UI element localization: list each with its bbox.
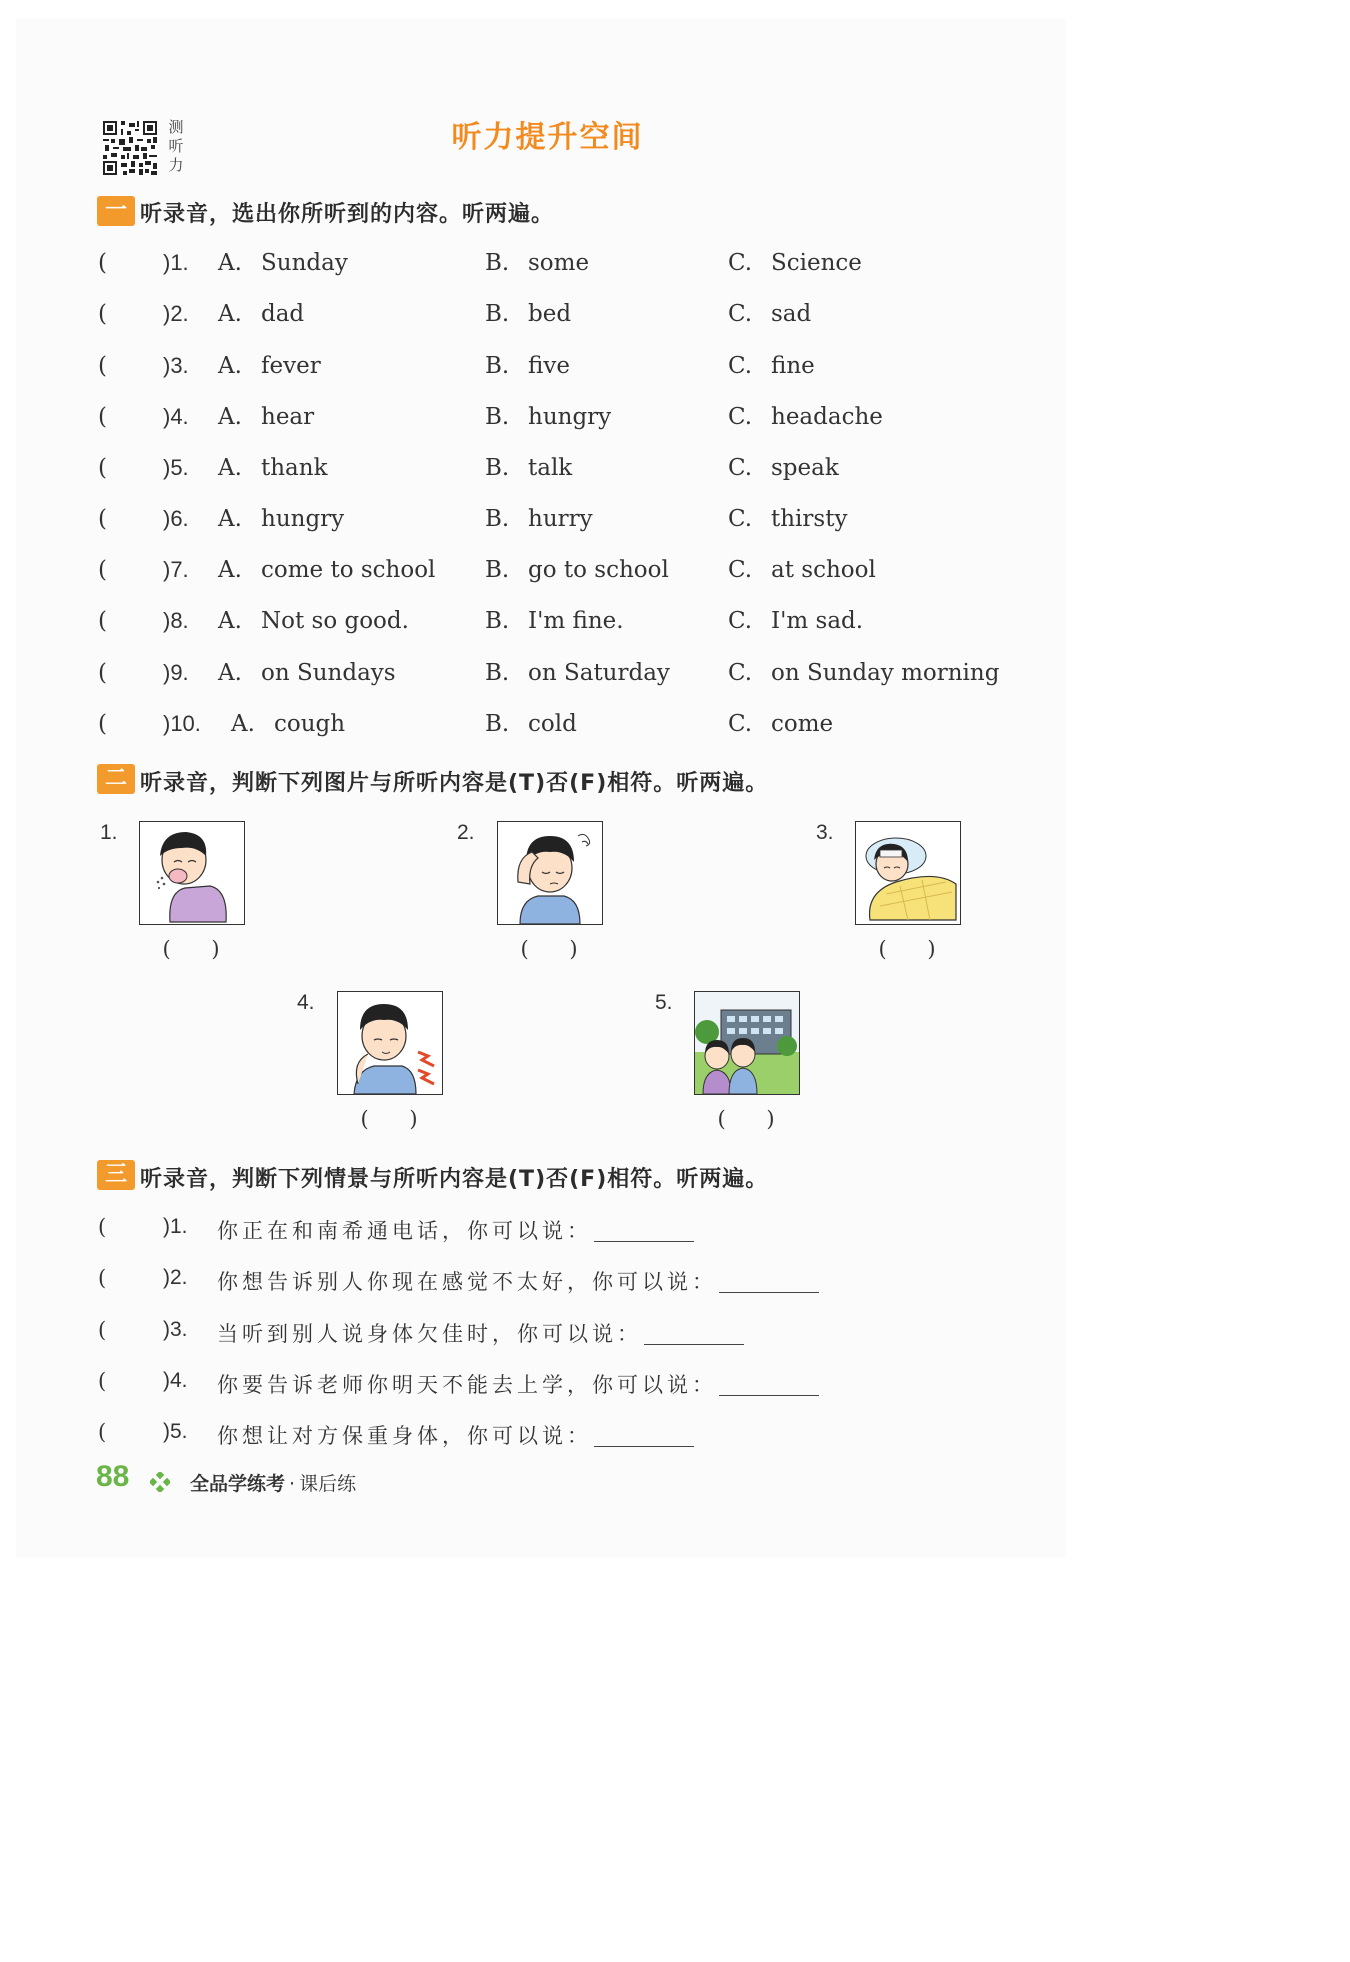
section-1-number: 一 bbox=[97, 196, 135, 226]
option-b-label: B. bbox=[485, 557, 510, 583]
option-c-label: C. bbox=[728, 557, 753, 583]
question-number: )8. bbox=[163, 608, 189, 633]
option-a: Sunday bbox=[261, 250, 348, 276]
book-brand bbox=[190, 1469, 356, 1496]
option-c-label: C. bbox=[728, 506, 753, 532]
situation-text: 你要告诉老师你明天不能去上学，你可以说： bbox=[217, 1373, 717, 1397]
option-c: come bbox=[771, 711, 834, 737]
fill-in-line[interactable] bbox=[644, 1322, 744, 1345]
answer-blank[interactable]: ( bbox=[98, 1318, 107, 1342]
situation-row bbox=[0, 1369, 1080, 1405]
picture-1-number: 1. bbox=[100, 821, 118, 844]
option-b: bed bbox=[528, 301, 572, 327]
option-a: Not so good. bbox=[261, 608, 409, 634]
option-b: hungry bbox=[528, 404, 612, 430]
option-c: thirsty bbox=[771, 506, 848, 532]
situation-text: 你想告诉别人你现在感觉不太好，你可以说： bbox=[217, 1270, 717, 1294]
option-a: on Sundays bbox=[261, 660, 396, 686]
question-number: )1. bbox=[163, 1215, 188, 1238]
question-number: )3. bbox=[163, 1318, 188, 1341]
question-number: )1. bbox=[163, 250, 189, 275]
answer-blank[interactable]: ( bbox=[98, 353, 107, 379]
situation-text-wrap bbox=[217, 1215, 694, 1245]
question-row bbox=[0, 301, 1080, 337]
option-a: hungry bbox=[261, 506, 345, 532]
question-row bbox=[0, 455, 1080, 491]
option-c-label: C. bbox=[728, 404, 753, 430]
answer-blank[interactable]: ( bbox=[98, 455, 107, 481]
option-a: dad bbox=[261, 301, 305, 327]
picture-4-answer[interactable]: ( ) bbox=[360, 1107, 418, 1131]
question-number: )2. bbox=[163, 1266, 188, 1289]
option-a-label: A. bbox=[218, 660, 242, 686]
option-b: go to school bbox=[528, 557, 669, 583]
option-c-label: C. bbox=[728, 711, 753, 737]
answer-blank[interactable]: ( bbox=[98, 608, 107, 634]
clover-icon bbox=[150, 1472, 170, 1492]
question-number: )6. bbox=[163, 506, 189, 531]
answer-blank[interactable]: ( bbox=[98, 1420, 107, 1444]
option-c-label: C. bbox=[728, 301, 753, 327]
answer-blank[interactable]: ( bbox=[98, 1266, 107, 1290]
question-number: )5. bbox=[163, 1420, 188, 1443]
section-2-instruction: 听录音，判断下列图片与所听内容是(T)否(F)相符。听两遍。 bbox=[140, 771, 769, 796]
situation-text: 当听到别人说身体欠佳时，你可以说： bbox=[217, 1322, 642, 1346]
option-a-label: A. bbox=[218, 301, 242, 327]
question-number: )3. bbox=[163, 353, 189, 378]
option-a-label: A. bbox=[218, 506, 242, 532]
situation-text-wrap bbox=[217, 1369, 819, 1399]
option-a-label: A. bbox=[231, 711, 255, 737]
option-b-label: B. bbox=[485, 353, 510, 379]
question-number: )5. bbox=[163, 455, 189, 480]
section-3-number: 三 bbox=[97, 1160, 135, 1190]
picture-3-number: 3. bbox=[816, 821, 834, 844]
option-a: thank bbox=[261, 455, 328, 481]
option-c-label: C. bbox=[728, 608, 753, 634]
question-row bbox=[0, 250, 1080, 286]
question-number: )7. bbox=[163, 557, 189, 582]
question-row bbox=[0, 353, 1080, 389]
book-subtitle: 课后练 bbox=[299, 1473, 357, 1495]
question-number: )2. bbox=[163, 301, 189, 326]
option-c: at school bbox=[771, 557, 876, 583]
option-b: I'm fine. bbox=[528, 608, 624, 634]
option-a-label: A. bbox=[218, 455, 242, 481]
option-b-label: B. bbox=[485, 506, 510, 532]
option-b: cold bbox=[528, 711, 577, 737]
answer-blank[interactable]: ( bbox=[98, 1369, 107, 1393]
option-b-label: B. bbox=[485, 455, 510, 481]
situation-row bbox=[0, 1318, 1080, 1354]
answer-blank[interactable]: ( bbox=[98, 1215, 107, 1239]
section-1-instruction: 听录音，选出你所听到的内容。听两遍。 bbox=[140, 202, 555, 227]
option-b: hurry bbox=[528, 506, 593, 532]
question-number: )9. bbox=[163, 660, 189, 685]
situation-text-wrap bbox=[217, 1318, 744, 1348]
option-b-label: B. bbox=[485, 660, 510, 686]
picture-3-sick-in-bed bbox=[855, 821, 961, 925]
option-c-label: C. bbox=[728, 250, 753, 276]
question-number: )10. bbox=[163, 711, 201, 736]
question-row bbox=[0, 506, 1080, 542]
option-a-label: A. bbox=[218, 557, 242, 583]
brand-separator: · bbox=[289, 1473, 296, 1495]
option-c: Science bbox=[771, 250, 862, 276]
option-a: fever bbox=[261, 353, 321, 379]
page-title bbox=[0, 112, 1080, 156]
option-b-label: B. bbox=[485, 404, 510, 430]
picture-5-answer[interactable]: ( ) bbox=[717, 1107, 775, 1131]
option-c-label: C. bbox=[728, 660, 753, 686]
option-a-label: A. bbox=[218, 404, 242, 430]
picture-2-number: 2. bbox=[457, 821, 475, 844]
option-c: fine bbox=[771, 353, 815, 379]
option-a: hear bbox=[261, 404, 315, 430]
situation-row bbox=[0, 1215, 1080, 1251]
answer-blank[interactable]: ( bbox=[98, 250, 107, 276]
option-a: come to school bbox=[261, 557, 436, 583]
option-b-label: B. bbox=[485, 301, 510, 327]
book-title: 全品学练考 bbox=[190, 1473, 286, 1495]
situation-text: 你正在和南希通电话，你可以说： bbox=[217, 1219, 592, 1243]
option-a-label: A. bbox=[218, 608, 242, 634]
question-number: )4. bbox=[163, 404, 189, 429]
question-row bbox=[0, 660, 1080, 696]
option-b-label: B. bbox=[485, 711, 510, 737]
section-3-instruction: 听录音，判断下列情景与所听内容是(T)否(F)相符。听两遍。 bbox=[140, 1167, 769, 1192]
fill-in-line[interactable] bbox=[594, 1219, 694, 1242]
picture-3-answer[interactable]: ( ) bbox=[878, 937, 936, 961]
picture-1-coughing-boy bbox=[139, 821, 245, 925]
option-c-label: C. bbox=[728, 353, 753, 379]
page-number: 88 bbox=[96, 1460, 130, 1493]
option-a: cough bbox=[274, 711, 346, 737]
option-b: five bbox=[528, 353, 570, 379]
picture-4-toothache-boy bbox=[337, 991, 443, 1095]
answer-blank[interactable]: ( bbox=[98, 404, 107, 430]
fill-in-line[interactable] bbox=[719, 1270, 819, 1293]
option-b: some bbox=[528, 250, 590, 276]
question-row bbox=[0, 608, 1080, 644]
question-number: )4. bbox=[163, 1369, 188, 1392]
page-title-text: 听力提升空间 bbox=[451, 120, 644, 155]
option-c: on Sunday morning bbox=[771, 660, 1000, 686]
situation-text-wrap bbox=[217, 1266, 819, 1296]
answer-blank[interactable]: ( bbox=[98, 711, 107, 737]
fill-in-line[interactable] bbox=[594, 1424, 694, 1447]
option-b: on Saturday bbox=[528, 660, 670, 686]
picture-2-answer[interactable]: ( ) bbox=[520, 937, 578, 961]
option-b-label: B. bbox=[485, 250, 510, 276]
picture-4-number: 4. bbox=[297, 991, 315, 1014]
fill-in-line[interactable] bbox=[719, 1373, 819, 1396]
option-c: headache bbox=[771, 404, 883, 430]
picture-1-answer[interactable]: ( ) bbox=[162, 937, 220, 961]
option-c: speak bbox=[771, 455, 839, 481]
picture-5-going-to-school bbox=[694, 991, 800, 1095]
picture-5-number: 5. bbox=[655, 991, 673, 1014]
option-b-label: B. bbox=[485, 608, 510, 634]
answer-blank[interactable]: ( bbox=[98, 557, 107, 583]
option-c-label: C. bbox=[728, 455, 753, 481]
question-row bbox=[0, 404, 1080, 440]
option-b: talk bbox=[528, 455, 573, 481]
answer-blank[interactable]: ( bbox=[98, 301, 107, 327]
section-2-number: 二 bbox=[97, 764, 135, 794]
answer-blank[interactable]: ( bbox=[98, 660, 107, 686]
question-row bbox=[0, 711, 1080, 747]
situation-row bbox=[0, 1420, 1080, 1456]
situation-row bbox=[0, 1266, 1080, 1302]
answer-blank[interactable]: ( bbox=[98, 506, 107, 532]
option-c: I'm sad. bbox=[771, 608, 864, 634]
option-a-label: A. bbox=[218, 353, 242, 379]
situation-text: 你想让对方保重身体，你可以说： bbox=[217, 1424, 592, 1448]
qr-caption: 测听力 bbox=[168, 118, 184, 174]
picture-2-headache-boy bbox=[497, 821, 603, 925]
situation-text-wrap bbox=[217, 1420, 694, 1450]
option-c: sad bbox=[771, 301, 812, 327]
question-row bbox=[0, 557, 1080, 593]
option-a-label: A. bbox=[218, 250, 242, 276]
